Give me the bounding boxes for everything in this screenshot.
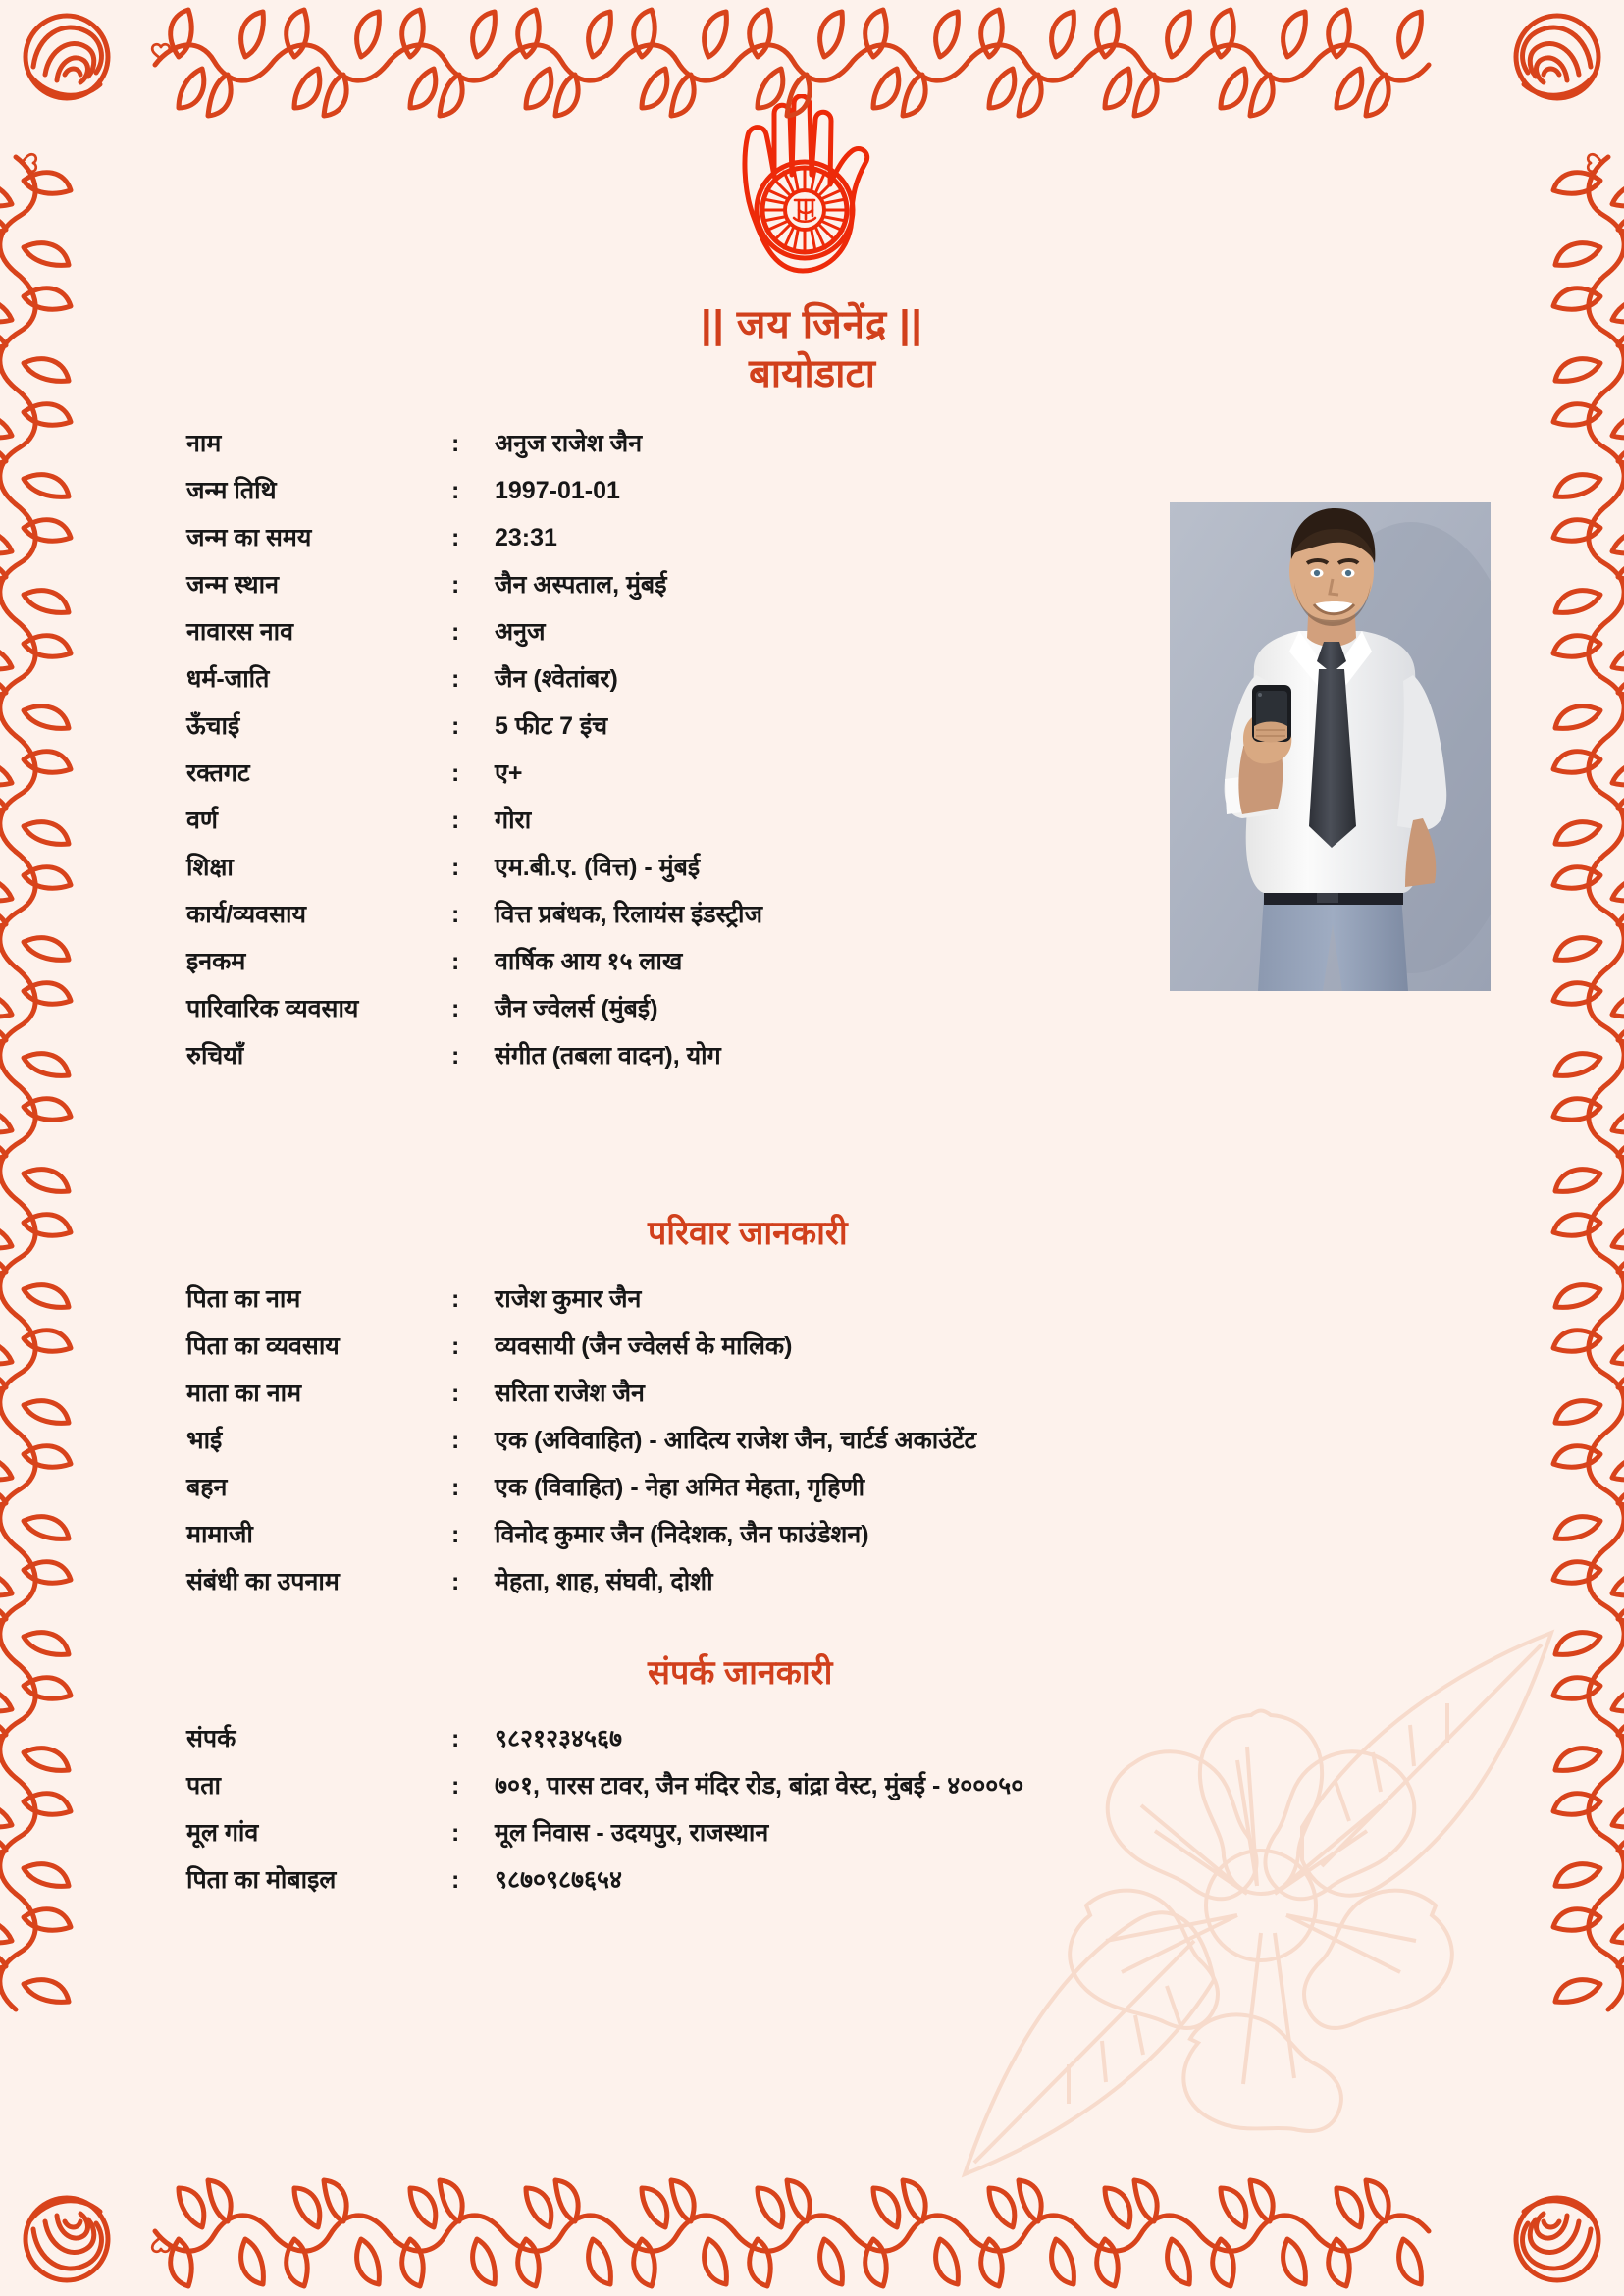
row-label: धर्म-जाति: [186, 665, 270, 693]
row-separator: :: [451, 524, 460, 551]
row-label: नावारस नाव: [186, 618, 294, 646]
row-separator: :: [451, 1427, 460, 1454]
info-row: [186, 420, 1462, 467]
row-value: संगीत (तबला वादन), योग: [495, 1042, 721, 1070]
row-label: जन्म तिथि: [186, 477, 277, 504]
row-separator: :: [451, 901, 460, 928]
contact-section-title: संपर्क जानकारी: [648, 1654, 833, 1692]
row-value: ९८७०९८७६५४: [495, 1866, 623, 1894]
row-separator: :: [451, 477, 460, 504]
info-row: [186, 1032, 1462, 1079]
row-label: जन्म स्थान: [186, 571, 279, 599]
info-row: [186, 1809, 1462, 1856]
info-row: [186, 1417, 1462, 1464]
row-value: वार्षिक आय १५ लाख: [495, 948, 683, 975]
row-value: व्यवसायी (जैन ज्वेलर्स के मालिक): [495, 1332, 793, 1360]
row-value: विनोद कुमार जैन (निदेशक, जैन फाउंडेशन): [495, 1521, 869, 1548]
info-row: [186, 1715, 1462, 1762]
row-value: ए+: [495, 759, 523, 787]
row-label: संबंधी का उपनाम: [186, 1568, 340, 1595]
info-row: [186, 1762, 1462, 1809]
row-value: मेहता, शाह, संघवी, दोशी: [495, 1568, 713, 1595]
row-separator: :: [451, 948, 460, 975]
row-label: पारिवारिक व्यवसाय: [186, 995, 359, 1022]
row-separator: :: [451, 807, 460, 834]
row-value: एम.बी.ए. (वित्त) - मुंबई: [495, 854, 701, 881]
row-value: सरिता राजेश जैन: [495, 1380, 645, 1407]
row-separator: :: [451, 1042, 460, 1070]
row-value: जैन अस्पताल, मुंबई: [495, 571, 667, 599]
info-row: [186, 985, 1462, 1032]
row-label: पिता का मोबाइल: [186, 1866, 337, 1894]
row-separator: :: [451, 1380, 460, 1407]
row-label: मूल गांव: [186, 1819, 259, 1847]
row-label: रुचियाँ: [186, 1042, 244, 1070]
info-row: [186, 1558, 1462, 1605]
row-separator: :: [451, 1521, 460, 1548]
row-label: पिता का व्यवसाय: [186, 1332, 340, 1360]
info-row: [186, 1323, 1462, 1370]
row-value: ९८२१२३४५६७: [495, 1725, 623, 1752]
row-label: वर्ण: [186, 807, 218, 834]
row-label: पता: [186, 1772, 221, 1800]
row-label: भाई: [186, 1427, 223, 1454]
row-separator: :: [451, 1772, 460, 1800]
row-separator: :: [451, 1332, 460, 1360]
row-label: रक्तगट: [186, 759, 250, 787]
row-value: मूल निवास - उदयपुर, राजस्थान: [495, 1819, 769, 1847]
row-separator: :: [451, 1285, 460, 1313]
family-info-block: [186, 1209, 1462, 1605]
row-separator: :: [451, 665, 460, 693]
row-label: इनकम: [186, 948, 246, 975]
family-section-title: परिवार जानकारी: [648, 1215, 848, 1252]
row-label: ऊँचाई: [186, 712, 240, 740]
row-value: राजेश कुमार जैन: [495, 1285, 642, 1313]
row-label: पिता का नाम: [186, 1285, 301, 1313]
invocation-text: || जय जिनेंद्र ||: [701, 303, 923, 346]
row-separator: :: [451, 1474, 460, 1501]
row-separator: :: [451, 1568, 460, 1595]
row-label: नाम: [186, 430, 222, 457]
row-separator: :: [451, 618, 460, 646]
row-separator: :: [451, 571, 460, 599]
groom-photo: [1170, 502, 1491, 991]
info-row: [186, 1370, 1462, 1417]
row-label: संपर्क: [186, 1725, 236, 1752]
row-label: मामाजी: [186, 1521, 253, 1548]
row-separator: :: [451, 1725, 460, 1752]
row-label: बहन: [186, 1474, 228, 1501]
row-value: ७०१, पारस टावर, जैन मंदिर रोड, बांद्रा वेस्ट, मुंबई - ४०००५०: [495, 1772, 1024, 1800]
biodata-header: [0, 94, 1624, 398]
row-value: वित्त प्रबंधक, रिलायंस इंडस्ट्रीज: [495, 901, 763, 928]
row-separator: :: [451, 1866, 460, 1894]
row-label: माता का नाम: [186, 1380, 302, 1407]
info-row: [186, 1276, 1462, 1323]
row-value: 5 फीट 7 इंच: [495, 712, 608, 740]
row-separator: :: [451, 854, 460, 881]
row-label: कार्य/व्यवसाय: [186, 901, 306, 928]
row-value: 1997-01-01: [495, 477, 620, 504]
contact-info-block: [186, 1648, 1462, 1904]
row-value: 23:31: [495, 524, 557, 551]
info-row: [186, 1464, 1462, 1511]
row-value: जैन (श्वेतांबर): [495, 665, 618, 693]
row-value: एक (विवाहित) - नेहा अमित मेहता, गृहिणी: [495, 1474, 865, 1501]
row-separator: :: [451, 430, 460, 457]
row-separator: :: [451, 712, 460, 740]
row-value: अनुज: [495, 618, 546, 646]
row-value: एक (अविवाहित) - आदित्य राजेश जैन, चार्टर्ड अकाउंटेंट: [495, 1427, 977, 1454]
info-row: [186, 1856, 1462, 1904]
row-separator: :: [451, 759, 460, 787]
row-label: शिक्षा: [186, 854, 234, 881]
row-value: गोरा: [495, 807, 532, 834]
row-value: अनुज राजेश जैन: [495, 430, 643, 457]
row-separator: :: [451, 995, 460, 1022]
row-label: जन्म का समय: [186, 524, 312, 551]
info-row: [186, 1511, 1462, 1558]
row-separator: :: [451, 1819, 460, 1847]
jain-ahimsa-hand-icon: [726, 94, 899, 287]
row-value: जैन ज्वेलर्स (मुंबई): [495, 995, 658, 1022]
page-title: बायोडाटा: [748, 352, 876, 395]
